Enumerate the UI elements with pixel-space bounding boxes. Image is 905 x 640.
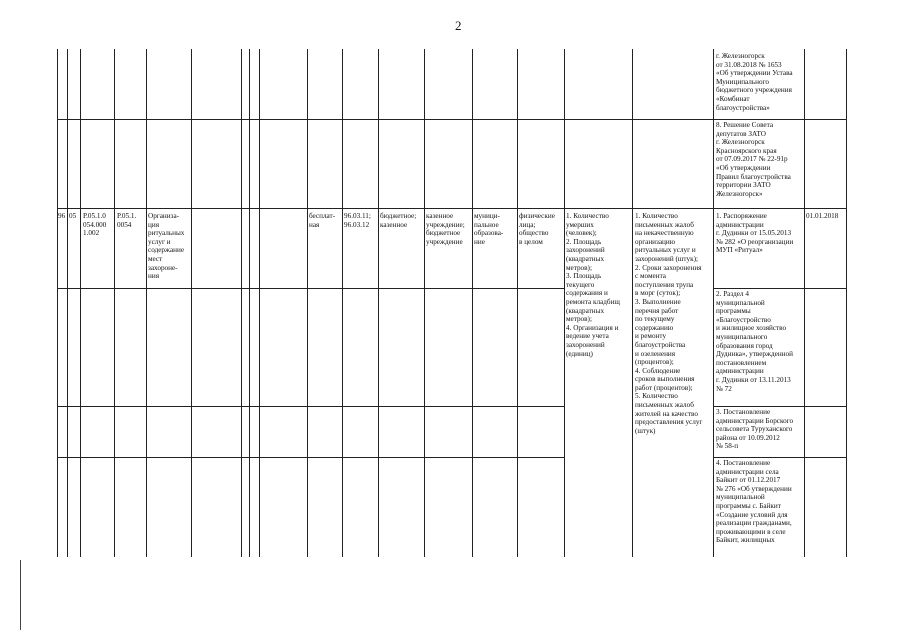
okved-codes: 96.03.11; 96.03.12 <box>344 212 371 229</box>
doc-cell-1: г. Железногорск от 31.08.2018 № 1653 «Об утверждении Устава Муниципального бюджетного учреждения «Комбинат благоустройства» <box>716 52 793 112</box>
row-sub-number: 05 <box>69 212 77 220</box>
service-code-short: Р.05.1. 0054 <box>117 212 137 229</box>
page-number: 2 <box>455 18 462 33</box>
legal-act-1: 1. Распоряжение администрации г. Дудинки от 15.05.2013 № 282 «О реорганизации МУП «Ритуал» <box>716 212 794 255</box>
payment-type: бесплат- ная <box>309 212 336 229</box>
service-code: Р.05.1.0 054.000 1.002 <box>83 212 107 238</box>
effective-date: 01.01.2018 <box>806 212 839 220</box>
row-number: 96 <box>58 212 66 220</box>
legal-act-2: 2. Раздел 4 муниципальной программы «Благоустройство и жилищное хозяйство муниципального образования город Дудинка», утвержденной постановлением администрации г. Дудинки от 13.11.2013 № 72 <box>716 290 793 393</box>
legal-act-3: 3. Постановление администрации Борского сельсовета Туруханского района от 10.09.2012 № 58-п <box>716 408 794 451</box>
institution-type: бюджетное; казенное <box>380 212 417 229</box>
founder: муници- пальное образова- ние <box>474 212 504 246</box>
legal-act-4: 4. Постановление администрации села Байкит от 01.12.2017 № 276 «Об утверждении муниципальной программы с. Байкит «Создание условий для реализации гражданами, проживающими в селе Байкит, жилищных <box>716 459 792 545</box>
service-name: Организа- ция ритуальных услуг и содержание мест захороне- ния <box>148 212 185 281</box>
doc-cell-2: 8. Решение Совета депутатов ЗАТО г. Железногорск Красноярского края от 07.09.2017 № 22-91р «Об утверждении Правил благоустройства территории ЗАТО Железногорск» <box>716 121 791 198</box>
volume-indicators: 1. Количество умерших (человек); 2. Площадь захоронений (квадратных метров); 3. Площадь текущего содержания и ремонта кладбищ (квадратных метров); 4. Организация и ведение учета захоронений (единиц) <box>566 212 620 358</box>
quality-indicators: 1. Количество письменных жалоб на некачественную организацию ритуальных услуг и захоронений (штук); 2. Сроки захоронения с момента поступления трупа в морг (суток); 3. Выполнение перечня работ по текущему содержанию и ремонту благоустройства и озеленения (процентов); 4. Соблюдение сроков выполнения работ (процентов); 5. Количество письменных жалоб жителей на качество предоставления услуг (штук) <box>635 212 703 435</box>
scan-margin-line <box>20 560 21 630</box>
consumers: физические лица; общество в целом <box>519 212 555 246</box>
institution: казенное учреждение; бюджетное учреждение <box>426 212 465 246</box>
